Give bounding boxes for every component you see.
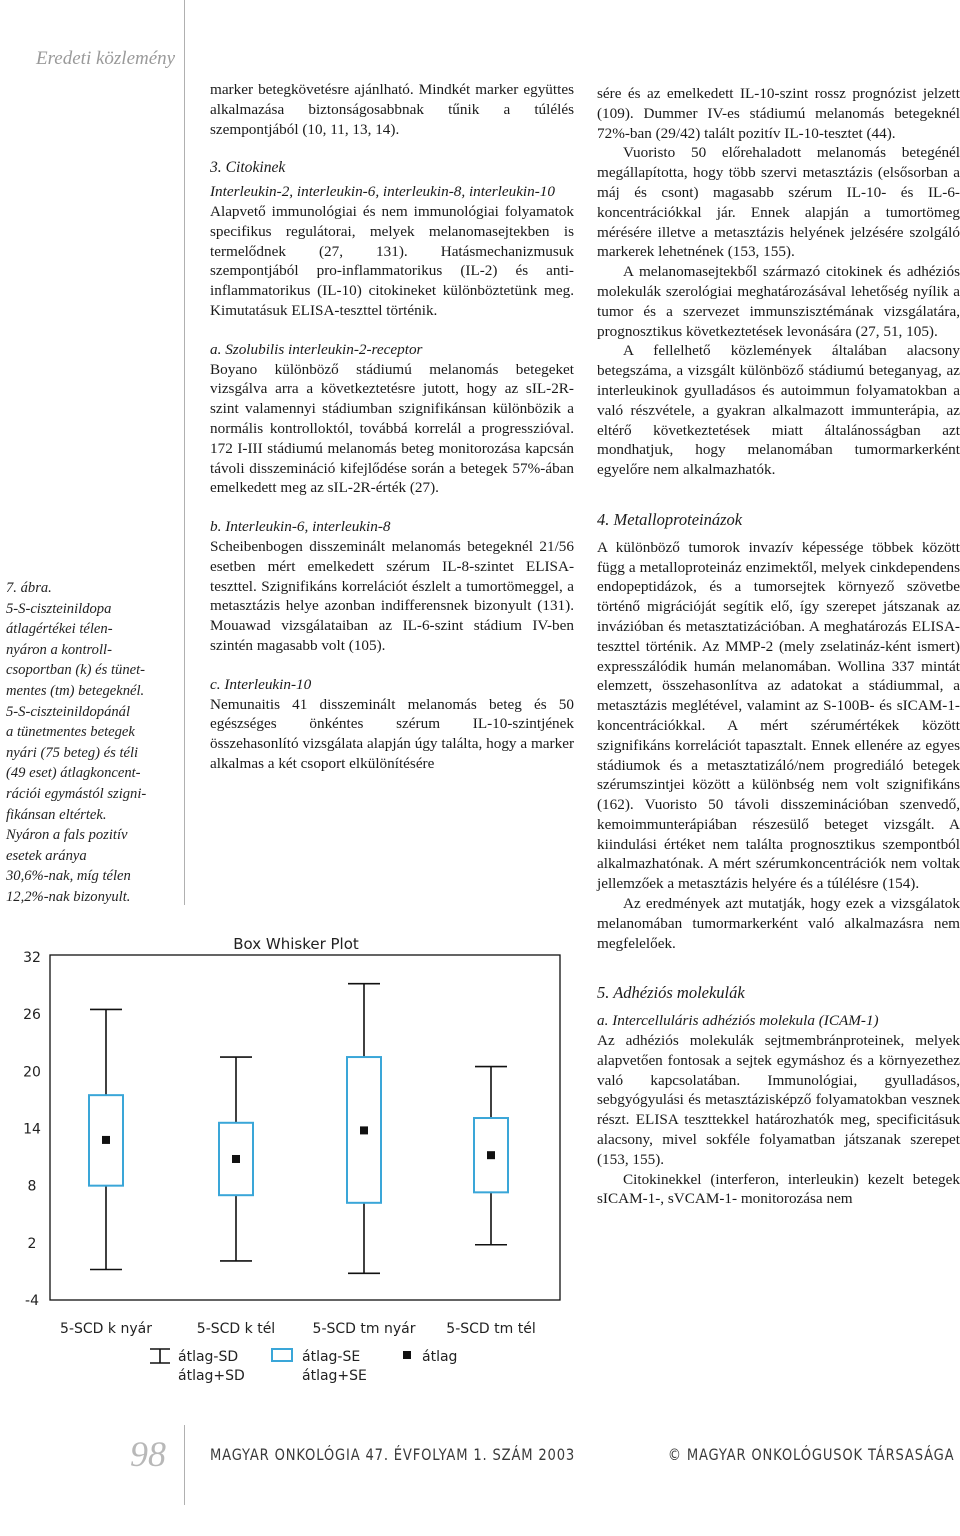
box-whisker-chart (0, 905, 580, 1425)
caption-line: 5-S-ciszteinildopánál (6, 703, 131, 720)
paragraph: A fellelhető közlemények általában alacsony betegszáma, a vizsgált különböző stádiumú beteganyag, az interleukinok gyulladásos és autoimmun folyamatokban a való részvétele, a gyakran alkalmazott immunterápia, az eltérő következtetések miatt általánosságban azt mondhatjuk, hogy melanomában tumormarkerként egyelőre nem alkalmazhatók. (597, 342, 960, 479)
section-heading-metalloproteinazok: 4. Metalloproteinázok (597, 509, 743, 529)
subsection-heading-a: a. Szolubilis interleukin-2-receptor (210, 340, 423, 358)
paragraph: Az adhéziós molekulák sejtmembránproteinek, melyek alapvetően fontosak a sejtek egymáshoz és a környezethez való kapcsolatában. Immunológiai, gyulladásos, sebgyógyulási és metasztázisképző folyamatokban vesznek részt. ELISA teszttekkel határozhatók meg, specificitásuk alacsony, mivel sokféle folyamatban játszanak szerepet (153, 155). (597, 1032, 960, 1168)
legend-label: átlag+SD (178, 1368, 245, 1384)
mean-point (232, 1155, 240, 1163)
paragraph: Vuoristo 50 előrehaladott melanomás betegénél megállapította, hogy több szervi metasztázis (elsősorban a máj és csont) magasabb szérum IL-10- és IL-6-koncentrációkkal jár. Ennek alapján a tumortömeg mérésére illetve a metasztázis helyének jelzésére szolgáló markerek lehetnének (153, 155). (597, 144, 960, 261)
mean-point (487, 1151, 495, 1159)
subsection-heading-icam: a. Intercelluláris adhéziós molekula (ICAM-1) (597, 1012, 879, 1030)
copyright: © MAGYAR ONKOLÓGUSOK TÁRSASÁGA (667, 1445, 954, 1464)
caption-line: fikánsan eltértek. (6, 806, 107, 823)
subsection-heading-c: c. Interleukin-10 (210, 675, 312, 693)
y-tick-label: 32 (23, 950, 41, 966)
y-tick-label: 26 (23, 1007, 41, 1024)
journal-title: MAGYAR ONKOLÓGIA 47. ÉVFOLYAM 1. SZÁM 2003 (210, 1445, 576, 1464)
y-tick-label: -4 (25, 1293, 39, 1309)
caption-line: nyári (75 beteg) és téli (6, 744, 139, 761)
page-footer (0, 1425, 960, 1536)
caption-line: 7. ábra. (6, 580, 52, 596)
y-tick-label: 14 (23, 1121, 41, 1138)
legend-label: átlag-SD (178, 1349, 239, 1365)
column-divider (184, 0, 185, 905)
y-tick-label: 20 (23, 1064, 41, 1081)
y-tick-label: 2 (27, 1235, 37, 1252)
paragraph: marker betegkövetésre ajánlható. Mindkét marker együttes alkalmazása biztonságosabbnak tűnik a túlélés szempontjából (10, 11, 13, 14). (210, 81, 574, 138)
footer-divider (184, 1425, 185, 1505)
section-label: Eredeti közlemény (36, 48, 176, 69)
page-number: 98 (130, 1434, 166, 1474)
legend-box-symbol (272, 1349, 292, 1361)
legend-label: átlag-SE (302, 1349, 361, 1365)
legend-label: átlag+SE (302, 1368, 367, 1384)
paragraph: A különböző tumorok invazív képessége többek között függ a metalloproteináz enzimektől, melyek cinkdependens endopeptidázok, és a tumorsejtek környező szövetbe történő migrációját segítik elő, így szerepet játszanak az invázióban és metasztatizációban. A meghatározás ELISA-teszttel történik. Az MMP-2 (mely zselatináz-ként ismert) expresszálódik humán melanomában. Wollina 337 mintát elemzett, összehasonlítva az adatokat a stádiummal, a metasztázis meglétével, valamint az S-100B- és sICAM-1-koncentrációkkal. A mért szérumértékek között szignifikáns korrelációt tapasztalt. Ennek ellenére az egyes stádiumok és a metasztatizáló/nem progrediáló betegek szérumszintjei között a különbség nem volt szignifikáns (162). Vuoristo 50 távoli disszeminációban szenvedő, kemoimmunterápiában részesülő beteget vizsgált. A kiindulási értéket nem találta prognosztikus szempontból alkalmazhatónak. A mért szérumkoncentrációk nem voltak jellemzőek a metasztázis helyére és a túlélésre (154). (597, 538, 960, 893)
mean-point (102, 1136, 110, 1144)
paragraph: Scheibenbogen disszeminált melanomás betegeknél 21/56 esetben mért emelkedett szérum IL-8-szintet ELISA-teszttel. Szignifikáns korrelációt észlelt a tumortömeggel, a metasztázis helye azonban indifferensnek bizonyult (131). Mouawad vizsgálataiban az IL-6-szint stádium IV-ben szintén magasabb volt (105). (210, 537, 574, 654)
chart-canvas (0, 905, 580, 1425)
x-category-label: 5-SCD k nyár (60, 1321, 152, 1337)
caption-line: 12,2%-nak bizonyult. (6, 888, 131, 905)
legend-label: átlag (422, 1349, 458, 1365)
figure-caption (6, 578, 174, 908)
mean-point (360, 1126, 368, 1134)
x-category-label: 5-SCD k tél (196, 1321, 276, 1337)
caption-line: csoportban (k) és tünet- (6, 662, 146, 679)
caption-line: 5-S-ciszteinildopa (6, 600, 112, 617)
caption-line: rációi egymástól szigni- (6, 785, 147, 802)
caption-line: átlagértékei télen- (6, 621, 113, 638)
caption-line: 30,6%-nak, míg télen (6, 868, 131, 885)
right-column (597, 84, 960, 1209)
paragraph: Az eredmények azt mutatják, hogy ezek a vizsgálatok melanomában tumormarkerként való alkalmazásra nem megfelelőek. (597, 895, 960, 952)
legend-point-symbol (403, 1351, 411, 1359)
paragraph: Nemunaitis 41 disszeminált melanomás beteg és 50 egészséges önkéntes szérum IL-10-szintjének összehasonlító vizsgálata alapján úgy találta, hogy a marker alkalmas a két csoport elkülönítésére (210, 695, 574, 772)
caption-line: a tünetmentes betegek (6, 724, 135, 741)
caption-line: mentes (tm) betegeknél. (6, 682, 145, 699)
caption-line: (49 eset) átlagkoncent- (6, 765, 141, 782)
chart-title: Box Whisker Plot (233, 935, 359, 953)
section-heading-citokinek: 3. Citokinek (210, 159, 286, 177)
section-subtitle: Interleukin-2, interleukin-6, interleukin-8, interleukin-10 (210, 183, 555, 201)
paragraph: sére és az emelkedett IL-10-szint rossz prognózist jelzett (109). Dummer IV-es stádiumú melanomás betegeknél 72%-ban (29/42) talált pozitív IL-10-tesztet (44). (597, 85, 960, 142)
paragraph: Boyano különböző stádiumú melanomás betegeket vizsgálva arra a következtetésre jutott, hogy az sIL-2R-szint valamennyi stádiumban szignifikánsan különbözik a normális kontrolloktól, továbbá korrelál a progresszióval. 172 I-III stádiumú melanomás beteg monitorozása kapcsán távoli disszemináció kifejlődése során a betegek 57%-ában emelkedett meg az sIL-2R-érték (27). (210, 360, 574, 497)
paragraph: Citokinekkel (interferon, interleukin) kezelt betegek sICAM-1-, sVCAM-1- monitorozása nem (597, 1170, 960, 1208)
caption-line: esetek aránya (6, 847, 87, 864)
paragraph: Alapvető immunológiai és nem immunológiai folyamatok specifikus regulátorai, melyek melanomasejtekben is termelődnek (27, 131). Hatásmechanizmusuk szempontjából pro-inflammatorikus (IL-2) és anti-inflammatorikus (IL-10) citokineket különböztetünk meg. Kimutatásuk ELISA-teszttel történik. (210, 202, 574, 319)
paragraph: A melanomasejtekből származó citokinek és adhéziós molekulák szerológiai meghatározásával lehetőség nyílik a tumor és a szervezet immunszisztémának vizsgálatára, prognosztikus következtetések levonására (27, 51, 105). (597, 263, 960, 340)
x-category-label: 5-SCD tm nyár (312, 1321, 416, 1337)
caption-line: Nyáron a fals pozitív (6, 827, 128, 844)
x-category-label: 5-SCD tm tél (446, 1321, 536, 1337)
middle-column (210, 80, 574, 774)
subsection-heading-b: b. Interleukin-6, interleukin-8 (210, 518, 391, 536)
caption-line: nyáron a kontroll- (6, 641, 112, 658)
y-tick-label: 8 (27, 1178, 37, 1195)
section-heading-adhezios: 5. Adhéziós molekulák (597, 983, 745, 1003)
